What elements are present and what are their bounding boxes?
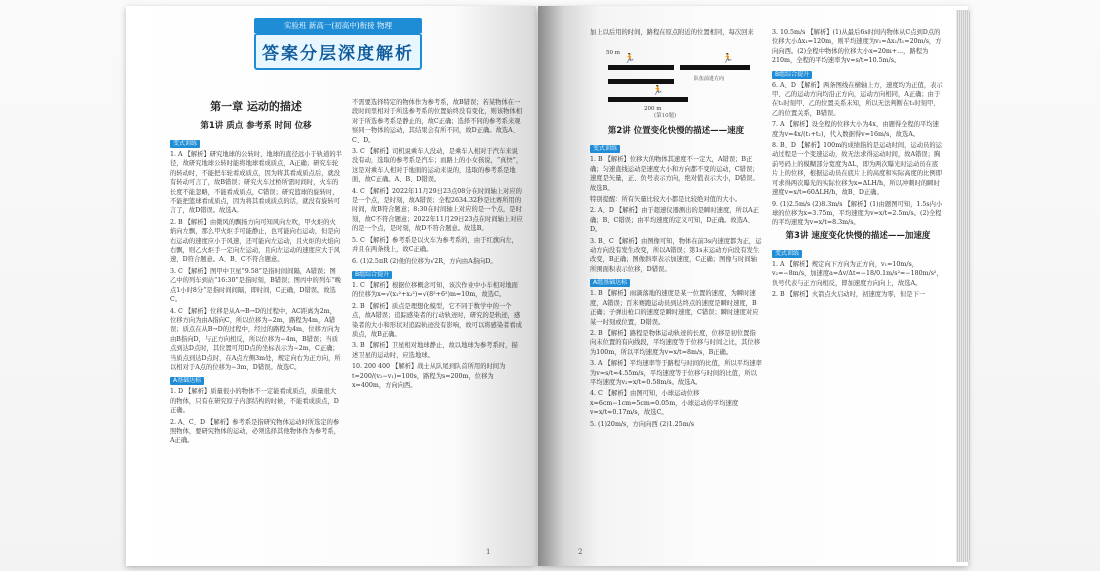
- figure-bar: [608, 97, 688, 102]
- answer-paragraph: 1. A 【解析】规定向下方向为正方向，v₁=10m/s，v₂=−8m/s，加速度a=Δv/Δt=−18/0.1m/s²=−180m/s²，负号代表与正方向相反，即加速度方向向上，故选A。: [772, 260, 943, 287]
- figure-bar: [608, 79, 674, 84]
- runner-icon: 🏃: [652, 86, 664, 97]
- answer-paragraph: 特别提醒：所有矢量比较大小都是比较绝对值的大小。: [590, 196, 742, 204]
- right-col-1: [590, 28, 762, 540]
- series-label: 实验班 新高一(初高中)衔接 物理: [254, 18, 422, 33]
- answer-paragraph: 1. B 【解析】雨滴落地的速度是某一位置的速度，为瞬时速度，A错误；百米赛跑运动员到达终点的速度是瞬时速度，B正确；子弹出枪口的速度是瞬时速度，C错误；瞬时速度对应某一时刻或位置，D错误。: [590, 290, 759, 326]
- answer-paragraph: 4. C 【解析】2022年11月29日23点08分在时间轴上对应的是一个点，是时刻，故A错误；全程2634.32秒是比赛所用的时间，故B符合题意；8:30在时间轴上对应的是一个点，是时刻，故C不符合题意；2022年11月29日23点在时间轴上对应的是一个点，是时刻，故D不符合题意。故选B。: [352, 187, 523, 233]
- march-figure: [604, 39, 754, 121]
- answer-paragraph: 2. A、C、D 【解析】参考系是指研究物体运动时所选定的参照物体，要研究物体的运动，必须选择其他物体作为参考系，A正确。: [170, 418, 341, 445]
- answer-paragraph: 6. A、D 【解析】两条图线在横轴上方，速度均为正值，表示甲、乙的运动方向均沿正方向，运动方向相同，A正确；由于在t₁时刻甲、乙的位置关系未知，所以无法判断在t₁时刻甲、乙的位置关系，B错误。: [772, 81, 943, 117]
- left-page: [126, 6, 536, 566]
- answer-paragraph: 1. D 【解析】质量很小的物体不一定能看成质点，质量很大的物体，只有在研究原子内部结构的时候，不能看成质点，D正确。: [170, 388, 339, 415]
- figure-label: 50 m: [606, 50, 620, 57]
- runner-icon: 🏃: [624, 54, 636, 65]
- answer-paragraph: 10. 200 400 【解析】战士从队尾到队首所用的时间为t=200/(v₂−v₁)=100s，路程为s=200m，位移为x=400m，方向向西。: [352, 363, 506, 389]
- answer-paragraph: 4. C 【解析】由图可知，小球运动位移x=6cm−1cm=5cm=0.05m，小球运动的平均速度v=x/t≈0.17m/s，故选C。: [590, 390, 739, 417]
- page-number: 1: [486, 548, 491, 556]
- section-tag: 变式训练: [170, 140, 200, 148]
- answer-paragraph: 4. C 【解析】位移是从A→B→D的过程中，AC距离为2m，位移方向为由A指向C，所以位移为−2m，路程为4m，A错误；质点在从B→D的过程中，经过的路程为4m，位移方向为由B指向D，与正方向相反，所以位移为−4m，B错误；当质点到达D点时，其位置可用D点的坐标表示为−2m，C正确；当质点到达D点时，在A点左侧3m处，规定向右为正方向，所以相对于A点的位移为−3m，D错误。故选C。: [170, 307, 341, 371]
- chapter-heading: 第一章 运动的描述: [210, 100, 302, 113]
- runner-icon: 🏃: [722, 54, 734, 65]
- page-number: 2: [578, 548, 583, 556]
- section-tag: B组综合提升: [352, 271, 392, 279]
- answer-paragraph: 3. B、C 【解析】由图像可知，物体在前3s内速度都为正，运动方向没有发生改变，所以A错误；第1s末运动方向没有发生改变，B正确；图像斜率表示加速度，C正确；图像与时间轴所围面积表示位移，D错误。: [590, 237, 762, 273]
- right-col-2: [772, 28, 944, 540]
- section-tag: A基础达标: [170, 377, 204, 385]
- figure-bar: [608, 65, 674, 70]
- section-tag: B组综合提升: [772, 71, 812, 79]
- lecture-heading: 第3讲 速度变化快慢的描述——加速度: [785, 230, 931, 241]
- answer-paragraph: 2. B 【解析】质点是理想化模型，它不同于数学中的一个点，故A错误；追踪感染者的行动轨迹时，研究的是轨迹，感染者的大小和形状对追踪轨迹没有影响，故可以将感染者看成质点，故B正确。: [352, 302, 523, 338]
- figure-caption: (第10题): [654, 113, 677, 119]
- figure-label: 200 m: [644, 106, 662, 113]
- answer-paragraph: 9. (1)2.5m/s (2)8.3m/s 【解析】(1)由题图可知，1.5s内小球的位移为x=3.75m，平均速度为v=x/t=2.5m/s。(2)全程的平均速度为v=x/t=8.3m/s。: [772, 200, 943, 227]
- answer-paragraph: 2. B 【解析】路程是物体运动轨迹的长度，位移是初位置指向末位置的有向线段，平均速度等于位移与时间之比，其位移为100m，所以平均速度为v=x/t=8m/s，B正确。: [590, 329, 761, 356]
- answer-paragraph: 3. B 【解析】卫星相对地球静止，故以地球为参考系时，描述卫星的运动时，应选地球。: [352, 342, 518, 359]
- answer-paragraph: 3. C 【解析】图甲中卫星“9.58”是指时间间隔，A错误；图乙中的列车到站“16:30”是指时刻，B错误；图丙中的列车“晚点1小时8分”是指时间间隔，即时间，C正确，D错误。故选C。: [170, 267, 341, 304]
- answer-paragraph: 1. B 【解析】位移大的物体其速度不一定大，A错误；B正确；匀速直线运动是速度大小和方向都不变的运动，C错误；速度是矢量，正、负号表示方向，绝对值表示大小，D错误。故选B。: [590, 156, 759, 192]
- right-columns: [590, 28, 944, 540]
- page-edges: [956, 10, 970, 562]
- answer-paragraph: 2. B 【解析】火箭点火启动时，初速度为零，但是下一: [772, 290, 926, 298]
- open-book: [126, 6, 968, 566]
- left-columns: [170, 98, 524, 536]
- answer-paragraph: 8. B、D 【解析】100m的成绩指的是运动时间，运动员的运动过程是一个变速运动，故无法求得运动时间，故A错误；胸前号码上的模糊部分宽度为ΔL，即为两次曝光时运动员在底片上的位移，根据运动员在底片上的高度和实际高度的比例即可求得两次曝光的实际位移为x=ΔLH/h，所以冲刺时的瞬时速度v=x/t=60ΔLH/h，故B、D正确。: [772, 142, 943, 197]
- answer-paragraph: 3. A 【解析】平均速率等于路程与时间的比值，所以平均速率为v=s/t≈4.55m/s，平均速度等于位移与时间的比值，所以平均速度为v₂=x/t≈0.58m/s。故选A。: [590, 360, 762, 386]
- answer-paragraph: 7. A 【解析】设全程的位移大小为4x，由题得全程的平均速度为v=4x/(t₁+t₂)，代入数据得v=16m/s，故选A。: [772, 121, 939, 138]
- answer-paragraph: 3. C 【解析】司机说乘车人没动，是乘车人相对于汽车来说没有动，选取的参考系是汽车；而路上的小女孩说，“真快”，这是对乘车人相对于地面的运动来说的，选取的参考系是地面，故C正确。A、B、D错误。: [352, 148, 523, 184]
- answer-paragraph: 2. B 【解析】由微风的飘扬方向可知风向左吹，甲火炬的火焰向左飘，那么甲火炬手可能静止，也可能向右运动，但是向右运动的速度应小于风速，还可能向左运动，且火炬的火焰向右飘，则乙火炬手一定向左运动，且向左运动的速度应大于风速，D符合题意。A、B、C不符合题意。: [170, 218, 341, 264]
- answer-paragraph: 5. (1)20m/s，方向向西 (2)1.25m/s: [590, 420, 695, 428]
- answer-paragraph: 3. 10.5m/s 【解析】(1)从最后6s时间内物体从C点到D点的位移大小Δx₁=120m，则平均速度为v₁=Δx₁/t₁=20m/s，方向向西。(2)全程中物体的位移大小x=20m+...，路程为210m，全程的平均速率为v=s/t=10.5m/s。: [772, 29, 942, 65]
- answer-paragraph: 1. C 【解析】根据位移概念可知，该次作业中小车相对地面的位移为x=√(x₁²+x₂²)=√(8²+6²)m=10m，故选C。: [352, 281, 518, 299]
- right-page: [538, 6, 968, 566]
- answer-paragraph: 6. (1)2.5πR (2)他的位移为√2R，方向由A指向D。: [352, 257, 497, 265]
- section-tag: 变式训练: [772, 250, 802, 258]
- left-col-1: [170, 98, 342, 536]
- figure-bar: [680, 65, 750, 70]
- page-title: 答案分层深度解析: [254, 33, 422, 70]
- lecture-heading: 第2讲 位置变化快慢的描述——速度: [607, 126, 745, 137]
- lecture-heading: 第1讲 质点 参考系 时间 位移: [200, 121, 312, 131]
- left-col-2: [352, 98, 524, 536]
- section-tag: 变式训练: [590, 145, 620, 153]
- answer-paragraph: 5. C 【解析】参考系是以火车为参考系的，由于红旗向左，并且在两条线上，故C正确。: [352, 236, 518, 254]
- answer-paragraph: 不需要选择特定的物体作为参考系，故B错误；若某物体在一段时间里相对于所选参考系的位置始终没有变化，则该物体相对于所选参考系是静止的，故C正确；选择不同的参考系来观察同一物体的运动，其结果会有所不同，故D正确。故选A、C、D。: [352, 99, 523, 144]
- answer-paragraph: 1. A 【解析】研究地球的公转时，地球的直径远小于轨道的半径，故研究地球公转时能将地球看成质点，A正确；研究车轮的转动时，不能把车轮看成质点，因为将其看成质点后，就没有转动可言了，故B错误；研究火车过桥所需时间时，火车的长度不能忽略，不能看成质点，C错误；研究篮球的旋转时，不能把篮球看成质点，因为将其看成质点的话，就没有旋转可言了，故D错误。故选A。: [170, 151, 342, 215]
- answer-paragraph: 2. A、D 【解析】由于超速仪器测出的是瞬时速度，所以A正确；B、C错误；由平均速度的定义可知，D正确。故选A、D。: [590, 207, 759, 234]
- section-tag: A组基础达标: [590, 279, 630, 287]
- answer-paragraph: 加上以后用的时间，路程在原点附近的位置相同，每次回来: [590, 29, 754, 36]
- title-banner: [254, 18, 422, 70]
- figure-label: 队伍前进方向: [694, 76, 725, 83]
